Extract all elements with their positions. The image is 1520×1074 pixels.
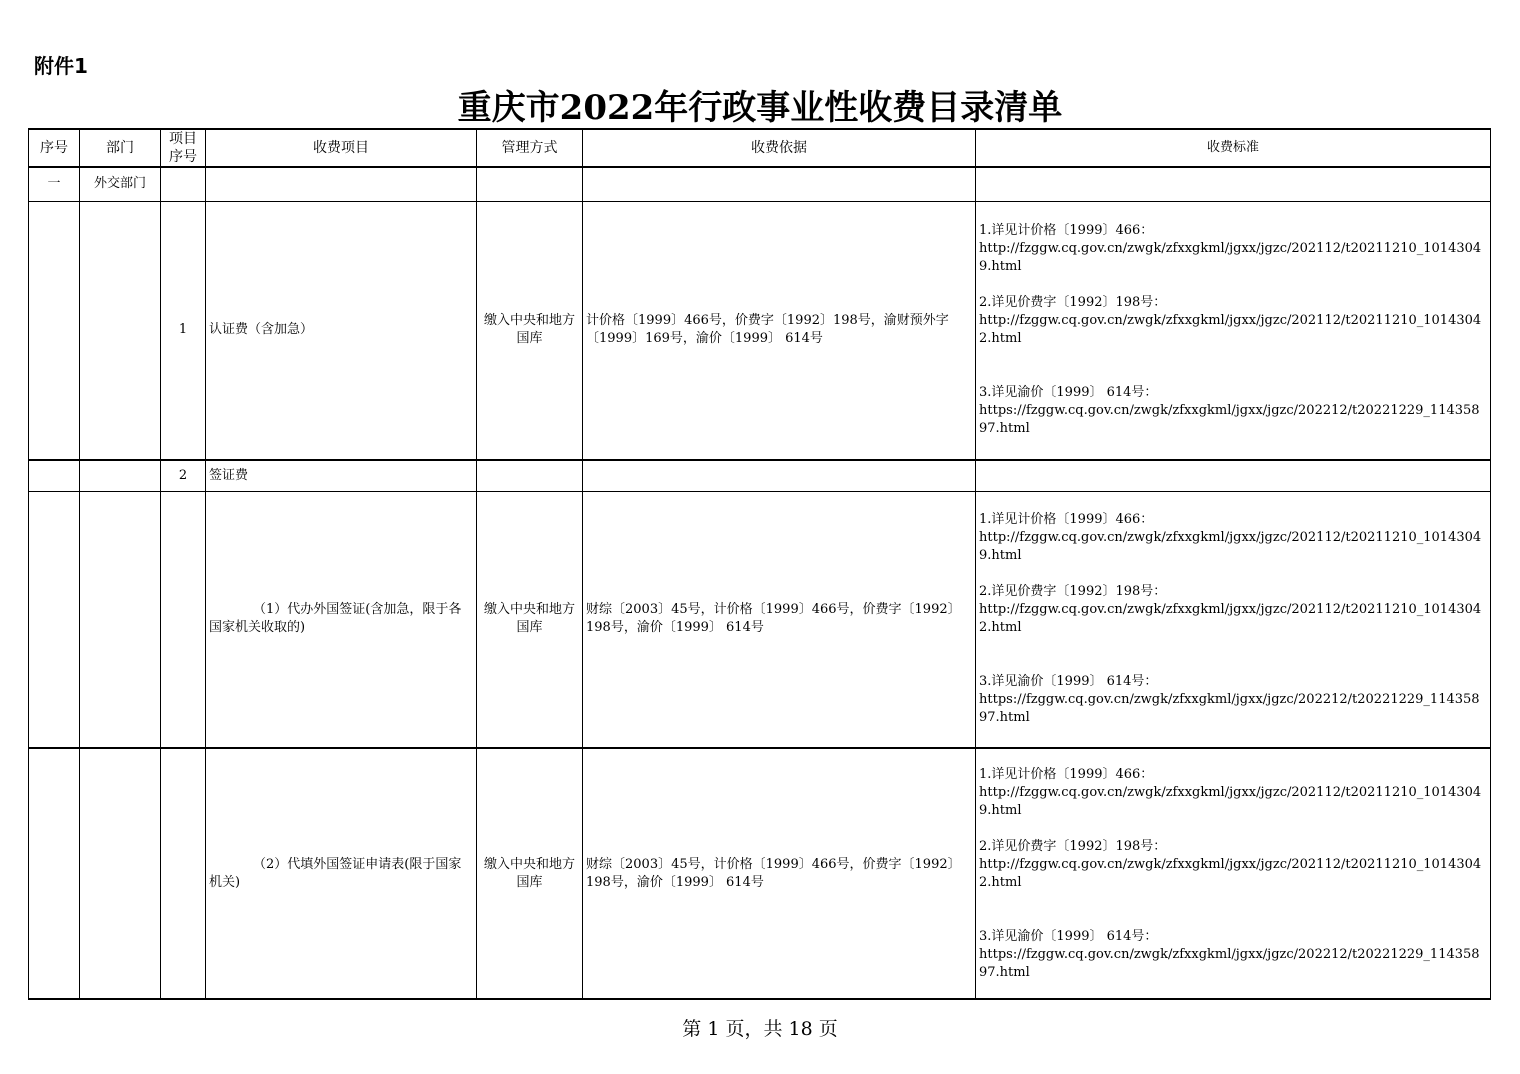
empty-cell (161, 491, 206, 748)
empty-cell (206, 167, 477, 201)
table-row (29, 201, 1491, 460)
std-link-2[interactable]: http://fzggw.cq.gov.cn/zwgk/zfxxgkml/jgxx/jgzc/202112/t20211210_10143042.html (979, 856, 1482, 890)
header-mgmt: 管理方式 (477, 129, 583, 167)
item-seq: 2 (161, 460, 206, 491)
header-row (29, 129, 1491, 167)
mgmt-method: 缴入中央和地方国库 (477, 201, 583, 460)
header-dept: 部门 (80, 129, 161, 167)
empty-cell (80, 491, 161, 748)
item-name: （2）代填外国签证申请表(限于国家机关) (206, 748, 477, 999)
page-footer: 第 1 页，共 18 页 (682, 1018, 838, 1040)
std-link-1[interactable]: http://fzggw.cq.gov.cn/zwgk/zfxxgkml/jgxx/jgzc/202112/t20211210_10143049.html (979, 241, 1482, 275)
empty-cell (583, 460, 976, 491)
std-label-3: 3.详见渝价〔1999〕 614号： (979, 928, 1158, 944)
empty-cell (29, 491, 80, 748)
empty-cell (80, 460, 161, 491)
header-standard: 收费标准 (976, 129, 1491, 167)
header-item-seq-text: 项目 序号 (169, 131, 197, 165)
section-dept: 外交部门 (80, 167, 161, 201)
empty-cell (976, 460, 1491, 491)
table-row (29, 491, 1491, 748)
fee-basis: 财综〔2003〕45号，计价格〔1999〕466号，价费字〔1992〕198号，渝价〔1999〕 614号 (583, 748, 976, 999)
header-item-seq (161, 129, 206, 167)
empty-cell (477, 460, 583, 491)
std-link-2[interactable]: http://fzggw.cq.gov.cn/zwgk/zfxxgkml/jgxx/jgzc/202112/t20211210_10143042.html (979, 602, 1482, 636)
header-basis: 收费依据 (583, 129, 976, 167)
item-seq: 1 (161, 201, 206, 460)
page-title: 重庆市2022年行政事业性收费目录清单 (457, 88, 1063, 128)
std-label-2: 2.详见价费字〔1992〕198号： (979, 295, 1167, 311)
empty-cell (80, 748, 161, 999)
empty-cell (583, 167, 976, 201)
std-link-2[interactable]: http://fzggw.cq.gov.cn/zwgk/zfxxgkml/jgxx/jgzc/202112/t20211210_10143042.html (979, 313, 1482, 347)
empty-cell (29, 201, 80, 460)
fee-basis: 财综〔2003〕45号，计价格〔1999〕466号，价费字〔1992〕198号，渝价〔1999〕 614号 (583, 491, 976, 748)
std-link-3[interactable]: https://fzggw.cq.gov.cn/zwgk/zfxxgkml/jgxx/jgzc/202212/t20221229_11435897.html (979, 692, 1480, 726)
item-name: 签证费 (206, 460, 477, 491)
empty-cell (29, 460, 80, 491)
section-seq: 一 (29, 167, 80, 201)
mgmt-method: 缴入中央和地方国库 (477, 491, 583, 748)
std-link-1[interactable]: http://fzggw.cq.gov.cn/zwgk/zfxxgkml/jgxx/jgzc/202112/t20211210_10143049.html (979, 784, 1482, 818)
std-label-3: 3.详见渝价〔1999〕 614号： (979, 674, 1158, 690)
table-row (29, 748, 1491, 999)
empty-cell (976, 167, 1491, 201)
header-seq: 序号 (29, 129, 80, 167)
std-label-2: 2.详见价费字〔1992〕198号： (979, 838, 1167, 854)
std-label-3: 3.详见渝价〔1999〕 614号： (979, 385, 1158, 401)
std-label-1: 1.详见计价格〔1999〕466： (979, 223, 1154, 239)
fee-standard (976, 491, 1491, 748)
std-label-1: 1.详见计价格〔1999〕466： (979, 766, 1154, 782)
empty-cell (161, 748, 206, 999)
empty-cell (29, 748, 80, 999)
empty-cell (477, 167, 583, 201)
empty-cell (161, 167, 206, 201)
std-link-3[interactable]: https://fzggw.cq.gov.cn/zwgk/zfxxgkml/jgxx/jgzc/202212/t20221229_11435897.html (979, 946, 1480, 980)
fee-standard (976, 748, 1491, 999)
section-row (29, 167, 1491, 201)
empty-cell (80, 201, 161, 460)
std-link-1[interactable]: http://fzggw.cq.gov.cn/zwgk/zfxxgkml/jgxx/jgzc/202112/t20211210_10143049.html (979, 530, 1482, 564)
std-link-3[interactable]: https://fzggw.cq.gov.cn/zwgk/zfxxgkml/jgxx/jgzc/202212/t20221229_11435897.html (979, 403, 1480, 437)
fee-standard (976, 201, 1491, 460)
mgmt-method: 缴入中央和地方国库 (477, 748, 583, 999)
attachment-label: 附件1 (34, 54, 88, 78)
std-label-2: 2.详见价费字〔1992〕198号： (979, 584, 1167, 600)
fee-table (28, 128, 1491, 1000)
fee-basis: 计价格〔1999〕466号，价费字〔1992〕198号，渝财预外字〔1999〕169号，渝价〔1999〕 614号 (583, 201, 976, 460)
item-name: （1）代办外国签证(含加急，限于各国家机关收取的) (206, 491, 477, 748)
header-item: 收费项目 (206, 129, 477, 167)
item-name: 认证费（含加急） (206, 201, 477, 460)
std-label-1: 1.详见计价格〔1999〕466： (979, 512, 1154, 528)
table-row (29, 460, 1491, 491)
